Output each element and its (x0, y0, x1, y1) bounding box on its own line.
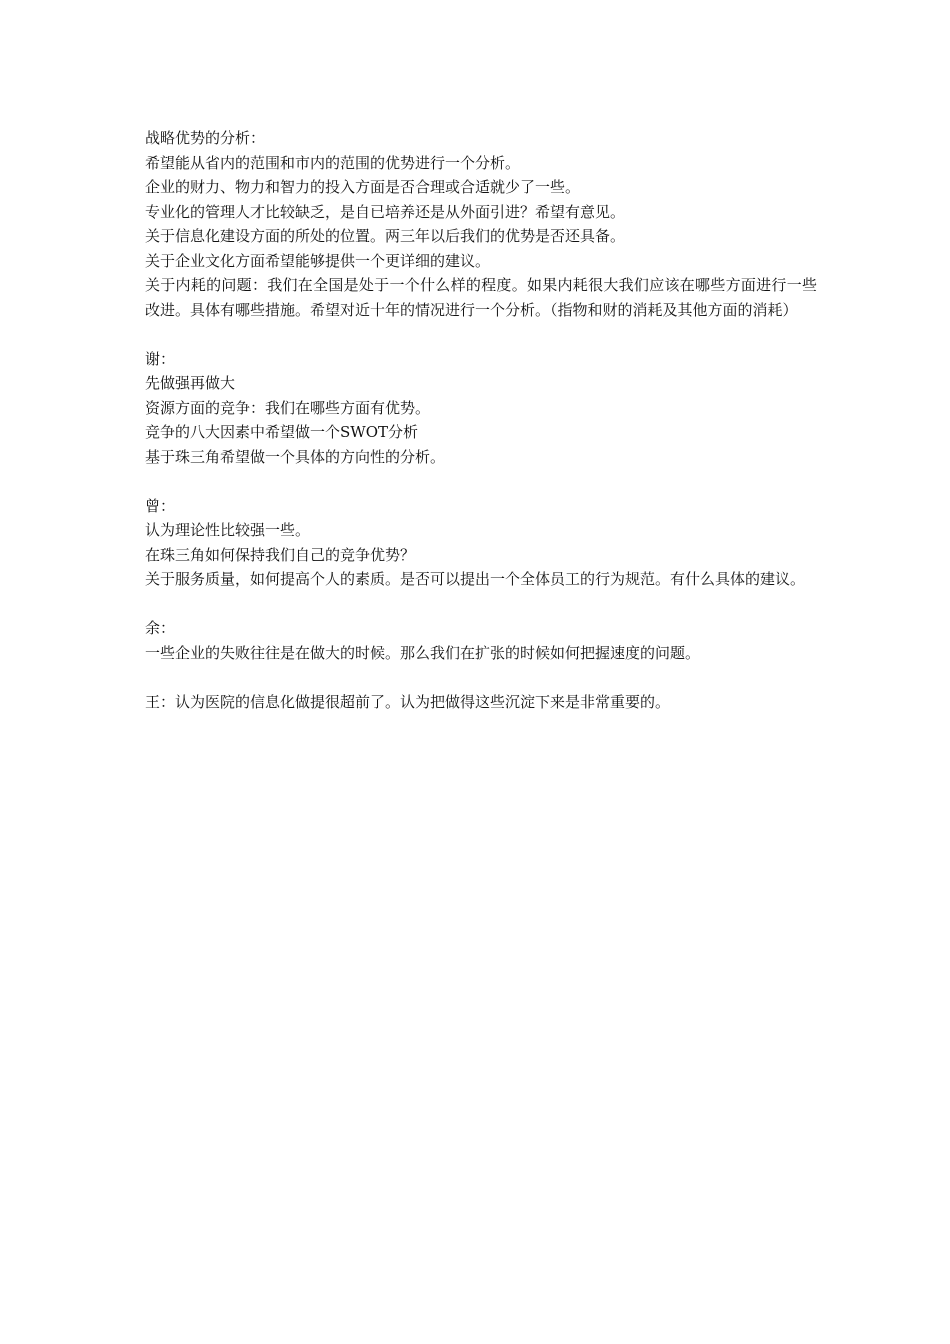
section-heading: 余： (145, 619, 176, 637)
section-heading: 谢： (145, 349, 176, 368)
paragraph-line: 关于信息化建设方面的所处的位置。两三年以后我们的优势是否还具备。 (145, 227, 626, 245)
section-xie (145, 347, 817, 470)
paragraph-line: 一些企业的失败往往是在做大的时候。那么我们在扩张的时候如何把握速度的问题。 (145, 643, 701, 662)
paragraph-line: 专业化的管理人才比较缺乏，是自已培养还是从外面引进？希望有意见。 (145, 202, 626, 221)
paragraph-line: 王：认为医院的信息化做提很超前了。认为把做得这些沉淀下来是非常重要的。 (145, 692, 671, 711)
paragraph-line: 关于服务质量，如何提高个人的素质。是否可以提出一个全体员工的行为规范。有什么具体的建议。 (145, 570, 806, 588)
document-body (145, 126, 817, 739)
section-wang (145, 690, 817, 715)
paragraph-line: 认为理论性比较强一些。 (145, 521, 311, 539)
paragraph-line: 先做强再做大 (145, 374, 236, 392)
paragraph-line: 竞争的八大因素中希望做一个SWOT分析 (145, 423, 418, 441)
section-zeng (145, 494, 817, 592)
paragraph-line: 企业的财力、物力和智力的投入方面是否合理或合适就少了一些。 (145, 178, 581, 196)
paragraph-line: 在珠三角如何保持我们自己的竞争优势？ (145, 545, 416, 564)
section-heading: 曾： (145, 496, 176, 515)
paragraph-line: 资源方面的竞争：我们在哪些方面有优势。 (145, 398, 431, 417)
paragraph-line: 关于企业文化方面希望能够提供一个更详细的建议。 (145, 251, 491, 270)
paragraph-line: 基于珠三角希望做一个具体的方向性的分析。 (145, 447, 446, 466)
section-strategy (145, 126, 817, 322)
section-heading: 战略优势的分析： (145, 129, 266, 147)
paragraph-line: 关于内耗的问题：我们在全国是处于一个什么样的程度。如果内耗很大我们应该在哪些方面进行一些改进。具体有哪些措施。希望对近十年的情况进行一个分析。（指物和财的消耗及其他方面的消耗） (145, 276, 817, 319)
paragraph-line: 希望能从省内的范围和市内的范围的优势进行一个分析。 (145, 153, 521, 172)
section-yu (145, 616, 817, 665)
